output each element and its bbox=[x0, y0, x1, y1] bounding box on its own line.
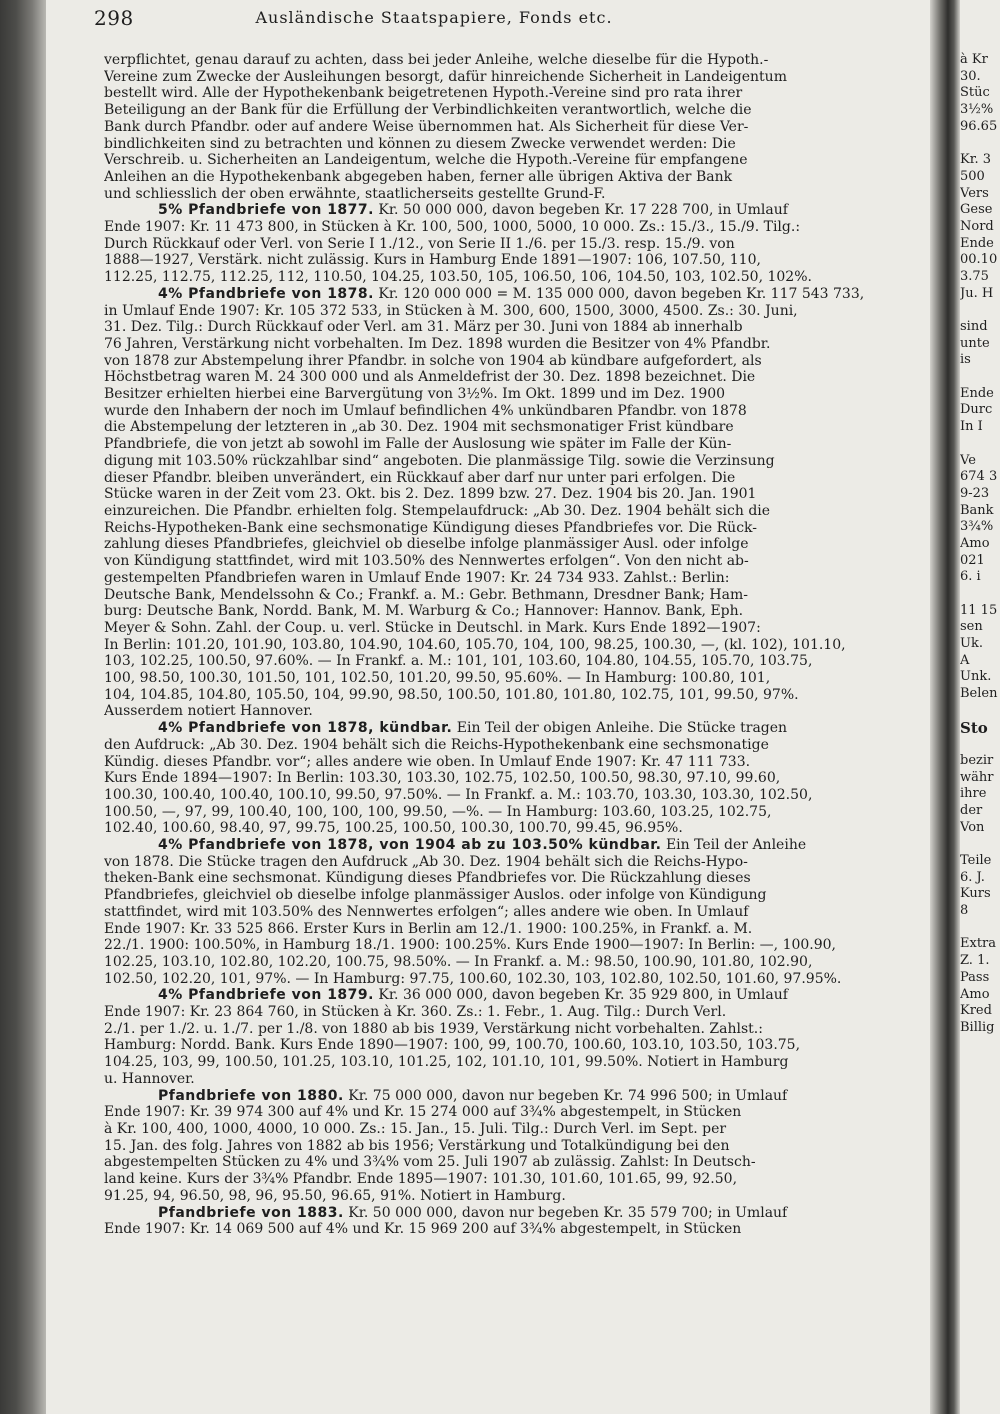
text-line bbox=[104, 971, 930, 988]
paragraph-p1879 bbox=[104, 987, 930, 1087]
text-line bbox=[104, 887, 930, 904]
adjacent-text-fragment: 00.10 bbox=[960, 252, 998, 268]
page-gutter bbox=[930, 0, 960, 1414]
adjacent-text-fragment bbox=[960, 736, 1000, 753]
line-text: In Berlin: 101.20, 101.90, 103.80, 104.90, 104.60, 105.70, 104, 100, 98.25, 100.30, —, (kl. 102), 101.10, bbox=[104, 636, 846, 653]
paragraph-p1878k bbox=[104, 720, 930, 837]
adjacent-text-fragment: Ende bbox=[960, 385, 994, 401]
text-line bbox=[104, 687, 930, 704]
adjacent-text-fragment bbox=[960, 703, 1000, 720]
line-text: Ausserdem notiert Hannover. bbox=[104, 703, 313, 720]
adjacent-text-fragment: ihre bbox=[960, 786, 987, 802]
text-line bbox=[104, 353, 930, 370]
text-line bbox=[104, 737, 930, 754]
line-text: 76 Jahren, Verstärkung nicht vorbehalten. Im Dez. 1898 wurden die Besitzer von 4% Pfandbr. bbox=[104, 335, 771, 352]
line-text: Ein Teil der Anleihe bbox=[661, 837, 807, 854]
line-text: à Kr. 100, 400, 1000, 4000, 10 000. Zs.: 15. Jan., 15. Juli. Tilg.: Durch Verl. im Sept. per bbox=[104, 1121, 727, 1137]
line-text: 104.25, 103, 99, 100.50, 101.25, 103.10, 101.25, 102, 101.10, 101, 99.50%. Notiert in Hamburg bbox=[104, 1054, 789, 1071]
text-line bbox=[104, 1138, 930, 1155]
adjacent-text-fragment bbox=[960, 135, 1000, 152]
line-text: in Umlauf Ende 1907: Kr. 105 372 533, in Stücken à M. 300, 600, 1500, 3000, 4500. Zs.: 30. Juni, bbox=[104, 302, 798, 319]
adjacent-text-fragment: 674 3 bbox=[960, 469, 998, 485]
text-line bbox=[104, 386, 930, 403]
text-line bbox=[104, 136, 930, 153]
line-text: 104, 104.85, 104.80, 105.50, 104, 99.90, 98.50, 100.50, 101.80, 101.80, 102.75, 101, 99.50, 97%. bbox=[104, 686, 799, 703]
section-heading: 4% Pfandbriefe von 1878, von 1904 ab zu 103.50% kündbar. bbox=[158, 837, 662, 854]
paragraph-p1880 bbox=[104, 1088, 930, 1205]
line-text: Kr. 120 000 000 = M. 135 000 000, davon begeben Kr. 117 543 733, bbox=[373, 285, 865, 302]
line-text: 103, 102.25, 100.50, 97.60%. — In Frankf. a. M.: 101, 101, 103.60, 104.80, 104.55, 105.70, 103.75, bbox=[104, 653, 813, 670]
text-line bbox=[104, 620, 930, 637]
line-text: Bank durch Pfandbr. oder auf andere Weise übernommen hat. Als Sicherheit für diese Ver- bbox=[104, 118, 749, 135]
line-text: Kurs Ende 1894—1907: In Berlin: 103.30, 103.30, 102.75, 102.50, 100.50, 98.30, 97.10, 99.60, bbox=[104, 770, 781, 787]
text-line bbox=[104, 1071, 930, 1088]
adjacent-text-fragment: Z. 1. bbox=[960, 953, 990, 969]
line-text: Reichs-Hypotheken-Bank eine sechsmonatige Kündigung dieses Pfandbriefes vor. Die Rück- bbox=[104, 519, 758, 536]
adjacent-text-fragment: 021 bbox=[960, 552, 985, 568]
adjacent-text-fragment bbox=[960, 436, 1000, 453]
text-line bbox=[104, 102, 930, 119]
line-text: bestellt wird. Alle der Hypothekenbank beigetretenen Hypoth.-Vereine sind pro rata ihrer bbox=[104, 85, 743, 102]
line-text: von 1878. Die Stücke tragen den Aufdruck „Ab 30. Dez. 1904 behält sich die Reichs-Hypo- bbox=[104, 853, 748, 870]
line-text: Deutsche Bank, Mendelssohn & Co.; Frankf. a. M.: Gebr. Bethmann, Dresdner Bank; Ham- bbox=[104, 586, 748, 603]
line-text: Meyer & Sohn. Zahl. der Coup. u. verl. Stücke in Deutschl. in Mark. Kurs Ende 1892—1907: bbox=[104, 619, 761, 636]
adjacent-text-fragment: Vers bbox=[960, 185, 989, 201]
section-heading: Pfandbriefe von 1883. bbox=[158, 1204, 344, 1221]
line-text: Kr. 50 000 000, davon begeben Kr. 17 228 700, in Umlauf bbox=[373, 202, 788, 219]
text-line bbox=[104, 787, 930, 804]
text-line bbox=[104, 553, 930, 570]
line-text: burg: Deutsche Bank, Nordd. Bank, M. M. Warburg & Co.; Hannover: Hannov. Bank, Eph. bbox=[104, 603, 744, 620]
text-line bbox=[104, 937, 930, 954]
text-line bbox=[104, 453, 930, 470]
adjacent-text-fragment: 6. i bbox=[960, 569, 981, 585]
adjacent-text-fragment: währ bbox=[960, 769, 994, 785]
line-text: und schliesslich der oben erwähnte, staatlicherseits gestellte Grund-F. bbox=[104, 185, 606, 202]
text-line bbox=[104, 770, 930, 787]
adjacent-text-fragment: Teile bbox=[960, 853, 992, 868]
adjacent-text-fragment: 6. J. bbox=[960, 869, 985, 885]
text-line bbox=[104, 52, 930, 69]
text-line bbox=[104, 1121, 930, 1138]
adjacent-text-fragment: unte bbox=[960, 335, 990, 351]
line-text: gestempelten Pfandbriefen waren in Umlauf Ende 1907: Kr. 24 734 933. Zahlst.: Berlin: bbox=[104, 569, 730, 586]
line-text: 91.25, 94, 96.50, 98, 96, 95.50, 96.65, 91%. Notiert in Hamburg. bbox=[104, 1187, 566, 1204]
text-line bbox=[104, 1054, 930, 1071]
text-line bbox=[104, 470, 930, 487]
line-text: bindlichkeiten sind zu betrachten und können zu diesem Zwecke verwendet werden: Die bbox=[104, 135, 736, 152]
line-text: Ende 1907: Kr. 39 974 300 auf 4% und Kr. 15 274 000 auf 3¾% abgestempelt, in Stücken bbox=[104, 1104, 742, 1121]
line-text: Beteiligung an der Bank für die Erfüllung der Verbindlichkeiten verantwortlich, welche die bbox=[104, 102, 752, 119]
adjacent-text-fragment bbox=[960, 836, 1000, 853]
text-line bbox=[104, 303, 930, 320]
line-text: Hamburg: Nordd. Bank. Kurs Ende 1890—1907: 100, 99, 100.70, 100.60, 103.10, 103.50, 103.75, bbox=[104, 1037, 801, 1054]
text-line bbox=[104, 69, 930, 86]
line-text: Ende 1907: Kr. 23 864 760, in Stücken à Kr. 360. Zs.: 1. Febr., 1. Aug. Tilg.: Durch Verl. bbox=[104, 1004, 727, 1021]
adjacent-text-fragment: der bbox=[960, 802, 983, 818]
line-text: dieser Pfandbr. bleiben unverändert, ein Rückkauf aber darf nur unter pari erfolgen. Die bbox=[104, 469, 736, 486]
text-line bbox=[104, 369, 930, 386]
adjacent-text-fragment: Ve bbox=[960, 452, 976, 468]
text-line bbox=[104, 1104, 930, 1121]
adjacent-text-fragment: 9-23 bbox=[960, 485, 990, 501]
page-number: 298 bbox=[94, 6, 134, 30]
adjacent-text-fragment: Von bbox=[960, 819, 985, 835]
text-line bbox=[104, 653, 930, 670]
text-line bbox=[104, 186, 930, 203]
line-text: theken-Bank eine sechsmonat. Kündigung dieses Pfandbriefes vor. Die Rückzahlung dieses bbox=[104, 870, 751, 887]
text-line bbox=[104, 1205, 930, 1222]
section-heading: Pfandbriefe von 1880. bbox=[158, 1087, 344, 1104]
line-text: Höchstbetrag waren M. 24 300 000 und als Anmeldefrist der 30. Dez. 1898 bezeichnet. Die bbox=[104, 369, 756, 386]
paragraph-intro bbox=[104, 52, 930, 202]
text-line bbox=[104, 286, 930, 303]
paragraph-p1878 bbox=[104, 286, 930, 720]
line-text: zahlung dieses Pfandbriefes, gleichviel ob dieselbe infolge planmässiger Ausl. oder infolge bbox=[104, 536, 749, 553]
text-line bbox=[104, 1154, 930, 1171]
text-line bbox=[104, 219, 930, 236]
line-text: 100.30, 100.40, 100.40, 100.10, 99.50, 97.50%. — In Frankf. a. M.: 103.70, 103.30, 103.30, 102.50, bbox=[104, 786, 813, 803]
line-text: einzureichen. Die Pfandbr. erhielten folg. Stempelaufdruck: „Ab 30. Dez. 1904 behält sich die bbox=[104, 502, 771, 519]
line-text: u. Hannover. bbox=[104, 1070, 195, 1087]
line-text: 2./1. per 1./2. u. 1./7. per 1./8. von 1880 ab bis 1939, Verstärkung nicht vorbehalten. Zahlst.: bbox=[104, 1020, 763, 1037]
adjacent-text-fragment: 96.65 bbox=[960, 118, 998, 134]
line-text: digung mit 103.50% rückzahlbar sind“ angeboten. Die planmässige Tilg. sowie die Verzinsung bbox=[104, 452, 775, 469]
book-binding-shadow bbox=[0, 0, 46, 1414]
adjacent-text-fragment: Uk. bbox=[960, 636, 983, 652]
line-text: Verschreib. u. Sicherheiten an Landeigentum, welche die Hypoth.-Vereine für empfangene bbox=[104, 152, 748, 169]
line-text: von 1878 zur Abstempelung ihrer Pfandbr. in solche von 1904 ab kündbare aufgefordert, als bbox=[104, 352, 762, 369]
line-text: Kr. 36 000 000, davon begeben Kr. 35 929 800, in Umlauf bbox=[373, 987, 788, 1004]
line-text: Anleihen an die Hypothekenbank abgegeben haben, ferner alle übrigen Aktiva der Bank bbox=[104, 168, 733, 185]
adjacent-text-fragment: Stüc bbox=[960, 85, 990, 101]
line-text: abgestempelten Stücken zu 4% und 3¾% vom 25. Juli 1907 ab zulässig. Zahlst: In Deutsch- bbox=[104, 1154, 756, 1171]
section-heading: 4% Pfandbriefe von 1878. bbox=[158, 285, 374, 302]
text-line bbox=[104, 269, 930, 286]
text-line bbox=[104, 703, 930, 720]
line-text: 100, 98.50, 100.30, 101.50, 101, 102.50, 101.20, 99.50, 95.60%. — In Hamburg: 100.80, 101, bbox=[104, 670, 771, 687]
adjacent-text-fragment: Durc bbox=[960, 402, 993, 418]
text-line bbox=[104, 319, 930, 336]
adjacent-text-fragment: Gese bbox=[960, 202, 993, 218]
adjacent-text-fragment: sen bbox=[960, 619, 983, 635]
adjacent-text-fragment bbox=[960, 302, 1000, 319]
text-line bbox=[104, 587, 930, 604]
line-text: 102.50, 102.20, 101, 97%. — In Hamburg: 97.75, 100.60, 102.30, 103, 102.80, 102.50, 101.60, 97.95%. bbox=[104, 970, 842, 987]
line-text: 15. Jan. des folg. Jahres von 1882 ab bis 1956; Verstärkung und Totalkündigung bei den bbox=[104, 1137, 730, 1154]
text-line bbox=[104, 1037, 930, 1054]
adjacent-text-fragment: Kred bbox=[960, 1003, 992, 1019]
line-text: 1888—1927, Verstärk. nicht zulässig. Kurs in Hamburg Ende 1891—1907: 106, 107.50, 110, bbox=[104, 252, 761, 269]
text-line bbox=[104, 236, 930, 253]
line-text: 31. Dez. Tilg.: Durch Rückkauf oder Verl. am 31. März per 30. Juni von 1884 ab innerhalb bbox=[104, 319, 743, 336]
line-text: Kr. 50 000 000, davon nur begeben Kr. 35 579 700; in Umlauf bbox=[343, 1204, 788, 1221]
adjacent-text-fragment: Pass bbox=[960, 969, 990, 985]
adjacent-text-fragment: 30. bbox=[960, 68, 981, 84]
text-line bbox=[104, 1188, 930, 1205]
text-line bbox=[104, 336, 930, 353]
line-text: von Kündigung stattfindet, wird mit 103.50% des Nennwertes erfolgen“. Von den nicht ab- bbox=[104, 553, 749, 570]
text-line bbox=[104, 754, 930, 771]
line-text: die Abstempelung der letzteren in „ab 30. Dez. 1904 mit sechsmonatiger Frist kündbare bbox=[104, 419, 734, 436]
adjacent-text-fragment bbox=[960, 920, 1000, 937]
line-text: Besitzer erhielten hierbei eine Barvergütung von 3½%. Im Okt. 1899 und im Dez. 1900 bbox=[104, 386, 726, 403]
text-line bbox=[104, 152, 930, 169]
text-line bbox=[104, 820, 930, 837]
adjacent-text-fragment: Extra bbox=[960, 936, 997, 952]
text-line bbox=[104, 436, 930, 453]
line-text: Kündig. dieses Pfandbr. vor“; alles andere wie oben. In Umlauf Ende 1907: Kr. 47 111 733. bbox=[104, 753, 751, 770]
line-text: verpflichtet, genau darauf zu achten, dass bei jeder Anleihe, welche dieselbe für die Hypoth.- bbox=[104, 52, 769, 68]
text-line bbox=[104, 854, 930, 871]
line-text: 102.25, 103.10, 102.80, 102.20, 100.75, 98.50%. — In Frankf. a. M.: 98.50, 100.90, 101.80, 102.90, bbox=[104, 953, 813, 970]
adjacent-text-fragment: Unk. bbox=[960, 669, 992, 685]
adjacent-text-fragment: Kurs bbox=[960, 886, 991, 902]
text-line bbox=[104, 837, 930, 854]
text-line bbox=[104, 419, 930, 436]
text-line bbox=[104, 570, 930, 587]
section-heading: 5% Pfandbriefe von 1877. bbox=[158, 202, 374, 219]
adjacent-text-fragment: is bbox=[960, 352, 971, 368]
text-line bbox=[104, 1171, 930, 1188]
line-text: wurde den Inhabern der noch im Umlauf befindlichen 4% unkündbaren Pfandbr. von 1878 bbox=[104, 402, 747, 419]
text-line bbox=[104, 603, 930, 620]
line-text: Ende 1907: Kr. 11 473 800, in Stücken à Kr. 100, 500, 1000, 5000, 10 000. Zs.: 15./3., 15./9. Tilg.: bbox=[104, 219, 801, 236]
adjacent-text-fragment: Kr. 3 bbox=[960, 152, 992, 168]
adjacent-text-fragment: Billig bbox=[960, 1019, 995, 1035]
adjacent-text-fragment: 3½% bbox=[960, 102, 994, 118]
text-line bbox=[104, 720, 930, 737]
adjacent-text-fragment: 8 bbox=[960, 903, 969, 919]
text-line bbox=[104, 169, 930, 186]
text-line bbox=[104, 503, 930, 520]
paragraph-p1877 bbox=[104, 202, 930, 286]
adjacent-text-fragment: In I bbox=[960, 419, 983, 435]
line-text: land keine. Kurs der 3¾% Pfandbr. Ende 1895—1907: 101.30, 101.60, 101.65, 99, 92.50, bbox=[104, 1171, 738, 1188]
line-text: 102.40, 100.60, 98.40, 97, 99.75, 100.25, 100.50, 100.30, 100.70, 99.45, 96.95%. bbox=[104, 820, 683, 837]
text-line bbox=[104, 403, 930, 420]
text-line bbox=[104, 904, 930, 921]
text-line bbox=[104, 1021, 930, 1038]
line-text: Pfandbriefe, die von jetzt ab sowohl im Falle der Auslosung wie später im Falle der Kün- bbox=[104, 436, 732, 453]
adjacent-text-fragment: Amo bbox=[960, 986, 990, 1002]
line-text: stattfindet, wird mit 103.50% des Nennwertes erfolgen“; alles andere wie oben. In Umlauf bbox=[104, 903, 749, 920]
adjacent-text-fragment: Amo bbox=[960, 535, 990, 551]
adjacent-text-fragment: A bbox=[960, 652, 970, 668]
text-line bbox=[104, 987, 930, 1004]
adjacent-text-fragment: Ende bbox=[960, 235, 994, 251]
adjacent-text-fragment bbox=[960, 369, 1000, 386]
adjacent-text-fragment: 3.75 bbox=[960, 268, 989, 284]
section-heading: 4% Pfandbriefe von 1878, kündbar. bbox=[158, 720, 453, 737]
page-body bbox=[104, 52, 930, 1238]
adjacent-text-fragment: Ju. H bbox=[960, 285, 994, 301]
line-text: 100.50, —, 97, 99, 100.40, 100, 100, 100, 99.50, —%. — In Hamburg: 103.60, 103.25, 102.75, bbox=[104, 803, 772, 820]
text-line bbox=[104, 520, 930, 537]
adjacent-text-fragment: à Kr bbox=[960, 52, 988, 67]
text-line bbox=[104, 804, 930, 821]
text-line bbox=[104, 1004, 930, 1021]
text-line bbox=[104, 85, 930, 102]
paragraph-p1878k1904 bbox=[104, 837, 930, 987]
adjacent-text-fragment: Bank bbox=[960, 502, 994, 518]
adjacent-text-fragment: 500 bbox=[960, 168, 985, 184]
paragraph-p1883 bbox=[104, 1205, 930, 1238]
adjacent-text-fragment: Belen bbox=[960, 686, 998, 702]
line-text: 22./1. 1900: 100.50%, in Hamburg 18./1. 1900: 100.25%. Kurs Ende 1900—1907: In Berlin: —, 100.90, bbox=[104, 937, 836, 954]
text-line bbox=[104, 954, 930, 971]
page-header bbox=[94, 6, 930, 34]
line-text: Vereine zum Zwecke der Ausleihungen besorgt, dafür hinreichende Sicherheit in Landeigentum bbox=[104, 68, 787, 85]
section-heading: 4% Pfandbriefe von 1879. bbox=[158, 987, 374, 1004]
adjacent-page-fragment bbox=[960, 52, 1000, 1414]
line-text: Stücke waren in der Zeit vom 23. Okt. bis 2. Dez. 1899 bzw. 27. Dez. 1904 bis 20. Jan. 1901 bbox=[104, 486, 757, 503]
text-line bbox=[104, 921, 930, 938]
adjacent-text-fragment bbox=[960, 586, 1000, 603]
line-text: den Aufdruck: „Ab 30. Dez. 1904 behält sich die Reichs-Hypothekenbank eine sechsmonatige bbox=[104, 736, 769, 753]
adjacent-text-fragment: Sto bbox=[960, 718, 988, 737]
adjacent-text-fragment: Nord bbox=[960, 218, 994, 234]
line-text: Durch Rückkauf oder Verl. von Serie I 1./12., von Serie II 1./6. per 15./3. resp. 15./9. von bbox=[104, 235, 735, 252]
text-line bbox=[104, 1221, 930, 1238]
line-text: Kr. 75 000 000, davon nur begeben Kr. 74 996 500; in Umlauf bbox=[343, 1087, 788, 1104]
text-line bbox=[104, 670, 930, 687]
line-text: Pfandbriefes, gleichviel ob dieselbe infolge planmässiger Auslos. oder infolge von Kündigung bbox=[104, 887, 767, 904]
adjacent-text-fragment: sind bbox=[960, 319, 988, 334]
adjacent-text-fragment: 3¾% bbox=[960, 519, 994, 535]
adjacent-text-fragment: bezir bbox=[960, 752, 994, 768]
running-title: Ausländische Staatspapiere, Fonds etc. bbox=[255, 8, 613, 27]
line-text: Ein Teil der obigen Anleihe. Die Stücke tragen bbox=[452, 720, 788, 737]
text-line bbox=[104, 536, 930, 553]
line-text: Ende 1907: Kr. 14 069 500 auf 4% und Kr. 15 969 200 auf 3¾% abgestempelt, in Stücken bbox=[104, 1221, 742, 1238]
line-text: 112.25, 112.75, 112.25, 112, 110.50, 104.25, 103.50, 105, 106.50, 106, 104.50, 103, 102.50, 102%. bbox=[104, 269, 812, 286]
text-line bbox=[104, 1088, 930, 1105]
adjacent-text-fragment: 11 15 bbox=[960, 602, 998, 618]
text-line bbox=[104, 637, 930, 654]
line-text: Ende 1907: Kr. 33 525 866. Erster Kurs in Berlin am 12./1. 1900: 100.25%, in Frankf. a. M. bbox=[104, 920, 753, 937]
text-line bbox=[104, 486, 930, 503]
text-line bbox=[104, 119, 930, 136]
text-line bbox=[104, 870, 930, 887]
text-line bbox=[104, 202, 930, 219]
text-line bbox=[104, 252, 930, 269]
